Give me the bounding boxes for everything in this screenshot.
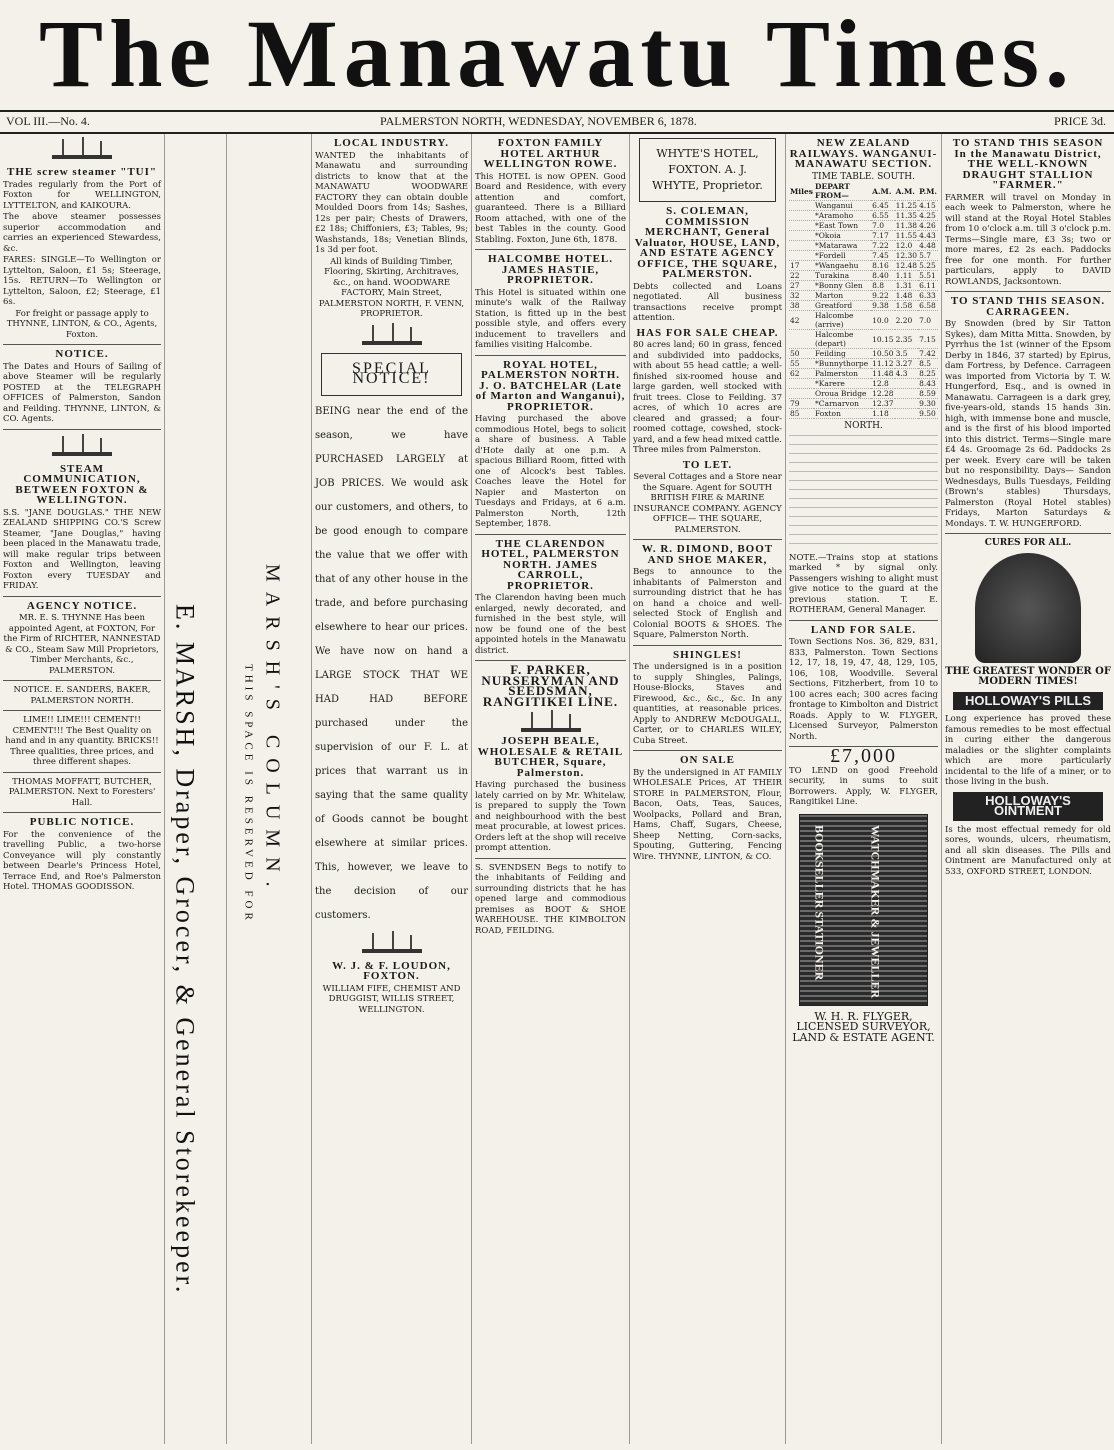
ship-illustration: [42, 434, 122, 460]
place-and-date: PALMERSTON NORTH, WEDNESDAY, NOVEMBER 6, 1878.: [380, 114, 697, 128]
timetable-row: [789, 261, 938, 271]
timetable-cell: 32: [789, 291, 814, 301]
timetable-cell: 10.15: [871, 330, 894, 349]
timetable-cell: Greatford: [814, 301, 871, 311]
timetable-cell: 7.17: [871, 231, 894, 241]
holloways-pills-banner: HOLLOWAY'S PILLS: [953, 692, 1103, 711]
column-shipping: [0, 134, 165, 1444]
notice-heading: NOTICE.: [55, 348, 109, 360]
column-local-industry: [312, 134, 472, 1444]
timetable-heading: TIME TABLE. SOUTH.: [812, 171, 915, 182]
timetable-cell: 6.45: [871, 201, 894, 211]
royal-hotel-text: Having purchased the above commodious Hotel, begs to solicit a share of business. A Table d'Hote daily at one p.m. A spacious Billiard Room, fitted with one of Alcock's best Tables. Coaches leave the Hotel for Napier and Masterton on Tuesdays and Fridays, at 6 a.m. Palmerston North, 12th September, 1878.: [475, 414, 626, 529]
public-notice-heading: PUBLIC NOTICE.: [29, 816, 135, 828]
pills-text: Long experience has proved these famous remedies to be most effectual in curing either the dangerous maladies or the slighter complaints which are more particularly incidental to the life of a miner, or to those living in the bush.: [945, 714, 1111, 787]
timetable-column-header: A.M.: [871, 182, 894, 201]
notice-text: The Dates and Hours of Sailing of above Steamer will be regularly POSTED at the TELEGRAPH OFFICES of Palmerston, Sandon and Feilding. THYNNE, LINTON, & CO. Agents.: [3, 361, 161, 424]
timetable-row: [789, 311, 938, 330]
to-let-text: Several Cottages and a Store near the Square. Agent for SOUTH BRITISH FIRE & MARINE INSURANCE COMPANY. AGENCY OFFICE— THE SQUARE, PALMERSTON.: [633, 472, 782, 535]
divider: [789, 620, 938, 621]
timetable-cell: [895, 389, 918, 399]
shingles-text: The undersigned is in a position to supply Shingles, Palings, House-Blocks, Staves and Firewood, &c., &c., &c. In any quantities, at reasonable prices. Apply to ANDREW McDOUGALL, Carter, or to CHARLES WILEY, Cuba Street.: [633, 662, 782, 746]
timetable-cell: Palmerston: [814, 369, 871, 379]
timetable-north-rows: [789, 432, 938, 552]
steam-text: S.S. "JANE DOUGLAS." THE NEW ZEALAND SHIPPING CO.'S Screw Steamer, "Jane Douglas," having been placed in the Manawatu trade, will make regular trips between Foxton and Wellington, leaving Foxton every TUESDAY and FRIDAY.: [3, 507, 161, 591]
timetable-cell: *Wangaehu: [814, 261, 871, 271]
timetable-cell: 8.8: [871, 281, 894, 291]
timetable-cell: *Fordell: [814, 251, 871, 261]
timetable-cell: 5.25: [918, 261, 938, 271]
wonder-heading: THE GREATEST WONDER OF MODERN TIMES!: [945, 665, 1111, 687]
timetable-cell: 11.35: [895, 211, 918, 220]
timetable-cell: 5.7: [918, 251, 938, 261]
holloways-ointment-banner: HOLLOWAY'S OINTMENT: [953, 792, 1103, 821]
timetable-cell: *Carnarvon: [814, 399, 871, 409]
timetable-row: [789, 251, 938, 261]
divider: [945, 291, 1111, 292]
land-for-sale-heading: LAND FOR SALE.: [810, 623, 917, 636]
crest-motto: CURES FOR ALL.: [984, 538, 1072, 548]
railways-heading: NEW ZEALAND RAILWAYS. WANGANUI-MANAWATU SECTION.: [789, 137, 938, 170]
fife-chemist-ad: WILLIAM FIFE, CHEMIST AND DRUGGIST, WILLIS STREET, WELLINGTON.: [322, 983, 461, 1015]
timetable-row: [789, 359, 938, 369]
timetable-cell: Marton: [814, 291, 871, 301]
timetable-cell: [789, 389, 814, 399]
divider: [3, 344, 161, 345]
timetable-cell: 10.50: [872, 349, 894, 358]
timetable-cell: 9.38: [871, 301, 894, 311]
woodware-text: WANTED the inhabitants of Manawatu and surrounding districts to know that at the MANAWATU WOODWARE FACTORY they can obtain double Moulded Doors from 14s; Sashes, 12s per pair; Chests of Drawers, £2 18s; Chiffoniers, £3; Tables, 9s; Washstands, 18s; Venetian Blinds, 1s 3d per foot.: [315, 150, 468, 255]
timetable-cell: Wanganui: [814, 201, 871, 211]
timetable-cell: [895, 399, 918, 409]
divider: [633, 539, 782, 540]
clarendon-hotel-heading: THE CLARENDON HOTEL, PALMERSTON NORTH. JAMES CARROLL, PROPRIETOR.: [481, 537, 620, 592]
timetable-cell: 62: [789, 369, 814, 379]
timetable-cell: *Bunnythorpe: [814, 359, 871, 369]
timetable-cell: 50: [789, 349, 814, 359]
timetable-cell: 12.8: [871, 379, 894, 389]
space-reserved-text: THIS SPACE IS RESERVED FOR: [242, 664, 255, 924]
timetable-cell: 12.30: [895, 251, 918, 260]
tui-accommodation-text: The above steamer possesses superior accommodation and carries an experienced Stewardess, &c.: [3, 212, 161, 254]
tui-fares: FARES: SINGLE—To Wellington or Lyttelton, Saloon, £1 5s; Steerage, 15s. RETURN—To Wellington or Lyttelton, Saloon, £2; Steerage, £1 6s.: [3, 255, 161, 307]
timetable-cell: 8.5: [918, 359, 938, 369]
timetable-note: NOTE.—Trains stop at stations marked * by signal only. Passengers wishing to alight must give notice to the guard at the previous station. T. E. ROTHERAM, General Manager.: [789, 552, 938, 615]
timetable-cell: 11.55: [895, 231, 918, 240]
timetable-cell: Turakina: [814, 271, 871, 281]
shingles-heading: SHINGLES!: [673, 648, 742, 661]
timetable-column-header: Miles: [789, 182, 814, 201]
timetable-cell: [789, 251, 814, 261]
timetable-cell: Oroua Bridge: [814, 389, 871, 399]
column-railways: [786, 134, 942, 1444]
halcombe-hotel-heading: HALCOMBE HOTEL. JAMES HASTIE, PROPRIETOR.: [487, 253, 614, 286]
timetable-cell: 7.45: [871, 251, 894, 261]
divider: [475, 858, 626, 859]
timetable-cell: 8.16: [871, 261, 894, 271]
royal-hotel-heading: ROYAL HOTEL, PALMERSTON NORTH. J. O. BATCHELAR (Late of Marton and Wanganui), PROPRIETOR.: [475, 358, 626, 413]
timetable-cell: 1.48: [895, 291, 918, 301]
beale-text: Having purchased the business lately carried on by Mr. Whitelaw, is prepared to supply the Town and neighbourhood with the best meat procurable, at lowest prices. Orders left at the shop will receive prompt attention.: [475, 780, 626, 853]
bookseller-ad-text: BOOKSELLER STATIONER: [812, 824, 827, 980]
timetable-cell: *Okoia: [814, 231, 871, 241]
divider: [633, 750, 782, 751]
timetable-cell: 5.51: [918, 271, 938, 281]
woodware-factory: All kinds of Building Timber, Flooring, Skirting, Architraves, &c., on hand. WOODWARE FACTORY, Main Street, PALMERSTON NORTH, F. VENN, PROPRIETOR.: [318, 256, 465, 319]
timetable-cell: 9.50: [918, 409, 938, 419]
timetable-row: [789, 369, 938, 379]
timetable-cell: 12.37: [872, 399, 894, 408]
timetable-cell: 6.58: [918, 301, 938, 311]
divider: [3, 812, 161, 813]
timetable-cell: 1.31: [895, 281, 918, 291]
column-stallions-pills: [942, 134, 1114, 1444]
column-marsh-vertical: [165, 134, 227, 1444]
timetable-row: [789, 330, 938, 349]
timetable-cell: 4.48: [918, 241, 938, 251]
flyger-surveyor-ad: W. H. R. FLYGER, LICENSED SURVEYOR, LAND & ESTATE AGENT.: [792, 1009, 935, 1044]
timetable-cell: [789, 221, 814, 231]
timetable-row: [789, 399, 938, 409]
timetable-cell: 7.15: [918, 330, 938, 349]
timetable-cell: Halcombe (depart): [814, 330, 871, 349]
on-sale-text: By the undersigned in AT FAMILY WHOLESALE Prices, AT THEIR STORE in PALMERSTON, Flour, Bacon, Oats, Teas, Sauces, Woolpacks, Pollard and Bran, Hams, Chaff, Sugars, Cheese, Sheep Netting, Corn-sacks, Spouting, Guttering, Fencing Wire. THYNNE, LINTON, & CO.: [633, 767, 782, 862]
ointment-text: Is the most effectual remedy for old sores, wounds, ulcers, rheumatism, and all skin diseases. The Pills and Ointment are Manufactured only at 533, OXFORD STREET, LONDON.: [945, 824, 1111, 877]
timetable-cell: 9.30: [918, 399, 938, 409]
timetable-cell: 11.38: [895, 221, 918, 230]
timetable-cell: 12.48: [895, 261, 918, 270]
timetable-cell: 12.28: [872, 389, 894, 398]
timetable-cell: 6.33: [918, 291, 938, 301]
page-columns: [0, 134, 1114, 1444]
timetable-cell: 8.43: [918, 379, 938, 389]
ship-illustration: [352, 323, 432, 349]
timetable-cell: 27: [789, 281, 814, 291]
special-notice-box: [321, 353, 462, 396]
timetable-cell: 7.42: [918, 349, 938, 359]
timetable-cell: [789, 379, 814, 389]
livestock-illustration: [511, 710, 591, 732]
marsh-column-banner: MARSH'S COLUMN.: [261, 564, 284, 897]
timetable-cell: *Karere: [814, 379, 871, 389]
lime-cement-ad: LIME!! LIME!!! CEMENT!! CEMENT!!! The Best Quality on hand and in any quantity. BRICKS!! Three qualities, three prices, and three different shapes.: [5, 715, 159, 767]
timetable-cell: 4.25: [918, 211, 938, 221]
whyte-hotel-box: [639, 138, 776, 202]
timetable-cell: 11.25: [895, 201, 918, 210]
halcombe-hotel-text: This Hotel is situated within one minute's walk of the Railway Station, is fitted up in the best possible style, and offers every inducement to travellers and families visiting Halcombe.: [475, 287, 626, 350]
agency-text: MR. E. S. THYNNE Has been appointed Agent, at FOXTON, For the Firm of RICHTER, NANNESTAD & CO., Steam Saw Mill Proprietors, Timber Merchants, &c., PALMERSTON.: [3, 613, 161, 676]
timetable-cell: 9.22: [871, 291, 894, 301]
timetable-cell: 7.0: [918, 311, 938, 330]
timetable-column-header: P.M.: [918, 182, 938, 201]
moffatt-butcher-ad: THOMAS MOFFATT, BUTCHER, PALMERSTON. Next to Foresters' Hall.: [8, 776, 156, 808]
special-notice-heading: SPECIAL NOTICE!: [352, 359, 431, 387]
marsh-storekeeper-banner: E. MARSH, Draper, Grocer, & General Storekeeper.: [170, 604, 200, 1296]
newspaper-title: The Manawatu Times.: [39, 0, 1075, 107]
timetable-cell: 42: [789, 311, 814, 330]
timetable-cell: [789, 201, 814, 211]
sanders-notice: NOTICE. E. SANDERS, BAKER, PALMERSTON NORTH.: [13, 685, 151, 706]
timetable-row: [789, 231, 938, 241]
loan-amount: £7,000: [830, 745, 897, 767]
local-industry-heading: LOCAL INDUSTRY.: [333, 137, 450, 149]
timetable-cell: 6.11: [918, 281, 938, 291]
timetable-row: [789, 241, 938, 251]
timetable-row: [789, 271, 938, 281]
timetable-cell: 4.15: [918, 201, 938, 211]
column-marsh-reserved: [227, 134, 312, 1444]
timetable-row: [789, 201, 938, 211]
loudon-heading: W. J. & F. LOUDON, FOXTON.: [332, 959, 451, 982]
timetable-cell: 4.3: [895, 369, 918, 379]
timetable-cell: 22: [789, 271, 814, 281]
timetable-north-heading: NORTH.: [844, 421, 883, 431]
timetable-cell: [789, 330, 814, 349]
timetable-cell: 3.5: [895, 349, 918, 359]
ship-illustration: [352, 931, 432, 957]
tui-agents: For freight or passage apply to THYNNE, LINTON, & CO., Agents, Foxton.: [6, 308, 158, 340]
timetable-row: [789, 291, 938, 301]
divider: [3, 680, 161, 681]
timetable-cell: 38: [789, 301, 814, 311]
timetable-cell: [789, 211, 814, 221]
timetable-row: [789, 349, 938, 359]
divider: [475, 249, 626, 250]
foxton-hotel-text: This HOTEL is now OPEN. Good Board and Residence, with every attention and comfort, guaranteed. There is a Billiard Room attached, with one of the best Tables in the county. Good Stabling. Foxton, June 6th, 1878.: [475, 171, 626, 245]
timetable-cell: 4.43: [918, 231, 938, 241]
timetable-row: [789, 389, 938, 399]
divider: [3, 429, 161, 430]
timetable-cell: 79: [789, 399, 814, 409]
price: PRICE 3d.: [1053, 114, 1106, 128]
steam-heading: STEAM COMMUNICATION, BETWEEN FOXTON & WELLINGTON.: [15, 462, 149, 506]
timetable-cell: 3.27: [895, 359, 918, 369]
jeweller-ad-text: WATCHMAKER & JEWELLER: [868, 824, 883, 998]
timetable-cell: 8.25: [918, 369, 938, 379]
timetable-cell: [895, 379, 918, 389]
divider: [3, 772, 161, 773]
tui-trade-text: Trades regularly from the Port of Foxton for WELLINGTON, LYTTELTON, and KAIKOURA.: [3, 179, 161, 211]
holloway-crest-illustration: [975, 553, 1081, 663]
special-notice-body: BEING near the end of the season, we have PURCHASED LARGELY at JOB PRICES. We would ask our customers, and others, to be good enough to compare the value that we offer with that of any other house in the trade, and before purchasing elsewhere to hear our prices. We have now on hand a LARGE STOCK THAT WE HAD HAD BEFORE purchased under the supervision of our F. L. at prices that warrant us in saying that the same quality of Goods cannot be bought elsewhere at similar prices. This, however, we leave to the decision of our customers.: [315, 405, 468, 921]
coleman-heading: S. COLEMAN, COMMISSION MERCHANT, General Valuator, HOUSE, LAND, AND ESTATE AGENCY OFFICE, THE SQUARE, PALMERSTON.: [634, 205, 781, 280]
timetable-column-header: A.M.: [895, 182, 918, 201]
timetable-cell: 85: [789, 409, 814, 419]
parker-nursery-ad: F. PARKER, NURSERYMAN AND SEEDSMAN, RANGITIKEI LINE.: [481, 662, 620, 709]
agency-heading: AGENCY NOTICE.: [26, 599, 138, 612]
divider: [3, 710, 161, 711]
divider: [945, 533, 1111, 534]
timetable-row: [789, 221, 938, 231]
timetable-cell: [895, 409, 918, 419]
column-commerce: [630, 134, 786, 1444]
timetable-cell: 8.59: [918, 389, 938, 399]
divider: [3, 596, 161, 597]
timetable-cell: 7.22: [871, 241, 894, 251]
farmer-text: FARMER will travel on Monday in each week to Palmerston, where he will stand at the Royal Hotel Stables from 10 o'clock a.m. till 3 o'clock p.m. Terms—Single mare, £3 3s; two or more mares, £2 2s each. Paddocks free for one month. For further particulars, apply to DAVID ROWLANDS, Jacksontown.: [945, 192, 1111, 287]
timetable-cell: *Matarawa: [814, 241, 871, 251]
divider: [475, 355, 626, 356]
for-sale-heading: HAS FOR SALE CHEAP.: [636, 326, 779, 339]
timetable-cell: 1.11: [895, 271, 918, 281]
timetable-cell: 1.18: [871, 409, 894, 419]
loan-text: TO LEND on good Freehold security, in sums to suit Borrowers. Apply, W. FLYGER, Rangitikei Line.: [789, 765, 938, 807]
ship-illustration: [42, 137, 122, 163]
column-hotels: [472, 134, 630, 1444]
carrageen-text: By Snowden (bred by Sir Tatton Sykes), dam Mitta Mitta. Snowden, by Pyrrhus the 1st (winner of the Epsom Derby in 1846, 37 started) by Epirus, dam Fortress, by Defence. Carrageen was imported from Victoria by T. W. Hungerford, Esq., and is owned in Manawatu. Carrageen is a dark grey, five-years-old, stands 15 hands 3in. high, with immense bone and muscle, and is the first of his blood imported into this district. Terms—Single mare £4 4s. Groomage 2s 6d. Paddocks 2s per week. Every care will be taken but no responsibility. Days— Sandon Wednesdays, Bulls Tuesdays, Feilding (Brown's stables) Thursdays, Palmerston (Royal Hotel stables) Fridays, Marton Saturdays & Mondays. T. W. HUNGERFORD.: [945, 319, 1111, 529]
timetable-cell: *Bonny Glen: [814, 281, 871, 291]
volume-number: VOL III.—No. 4.: [6, 114, 90, 128]
divider: [633, 645, 782, 646]
timetable-cell: 17: [789, 261, 814, 271]
coleman-text: Debts collected and Loans negotiated. All business transactions receive prompt attention.: [633, 281, 782, 323]
dimond-heading: W. R. DIMOND, BOOT AND SHOE MAKER,: [641, 543, 774, 566]
timetable-cell: *East Town: [814, 221, 871, 231]
farmer-heading: TO STAND THIS SEASON In the Manawatu District, THE WELL-KNOWN DRAUGHT STALLION "FARMER.": [952, 137, 1104, 191]
dateline: [0, 110, 1114, 134]
timetable-cell: 10.0: [871, 311, 894, 330]
masthead: [0, 0, 1114, 110]
timetable-cell: 1.58: [895, 301, 918, 311]
divider: [475, 534, 626, 535]
whyte-hotel-ad: WHYTE'S HOTEL, FOXTON. A. J. WHYTE, Proprietor.: [652, 147, 763, 192]
timetable-cell: 55: [789, 359, 814, 369]
carrageen-heading: TO STAND THIS SEASON. CARRAGEEN.: [950, 295, 1106, 318]
railway-timetable: [789, 182, 938, 419]
to-let-heading: TO LET.: [682, 458, 733, 471]
timetable-cell: 4.26: [918, 221, 938, 231]
timetable-row: [789, 379, 938, 389]
timetable-cell: Foxton: [814, 409, 871, 419]
timetable-cell: Feilding: [814, 349, 871, 359]
timetable-cell: *Aramoho: [814, 211, 871, 221]
svendsen-ad: S. SVENDSEN Begs to notify to the inhabitants of Feilding and surrounding districts that he has opened large and commodious premises as BOOT & SHOE WAREHOUSE. THE KIMBOLTON ROAD, FEILDING.: [475, 862, 626, 936]
timetable-cell: 12.0: [895, 241, 918, 251]
divider: [475, 660, 626, 661]
dimond-text: Begs to announce to the inhabitants of Palmerston and surrounding district that he has on hand a choice and well-selected Stock of English and Colonial BOOTS & SHOES. The Square, Palmerston North.: [633, 567, 782, 640]
timetable-row: [789, 301, 938, 311]
timetable-row: [789, 409, 938, 419]
on-sale-heading: ON SALE: [680, 754, 735, 766]
timetable-cell: 2.35: [895, 330, 918, 349]
timetable-cell: 6.55: [871, 211, 894, 221]
land-for-sale-text: Town Sections Nos. 36, 829, 831, 833, Palmerston. Town Sections 12, 17, 18, 19, 47, 48, 129, 105, 106, 108, Woodville. Several Sections, Fitzherbert, from 10 to 100 acres each; 300 acres facing frontage to Kimbolton and District Roads. Apply to W. FLYGER, Licensed Surveyor, Palmerston North.: [789, 637, 938, 742]
timetable-cell: 2.20: [895, 311, 918, 330]
timetable-cell: 8.40: [871, 271, 894, 281]
tui-heading: THE screw steamer "TUI": [7, 166, 157, 178]
timetable-cell: 11.12: [872, 359, 894, 368]
timetable-cell: [789, 231, 814, 241]
timetable-row: [789, 211, 938, 221]
timetable-cell: Halcombe (arrive): [814, 311, 871, 330]
timetable-cell: 11.48: [872, 369, 894, 378]
timetable-row: [789, 281, 938, 291]
timetable-cell: [789, 241, 814, 251]
timetable-column-header: DEPART FROM—: [814, 182, 871, 201]
public-notice-text: For the convenience of the travelling Public, a two-horse Conveyance will ply constantly between Dearle's Princess Hotel, Terrace End, and Roe's Palmerston Hotel. THOMAS GOODISSON.: [3, 829, 161, 892]
bookseller-jeweller-ad: [799, 814, 928, 1006]
clarendon-hotel-text: The Clarendon having been much enlarged, newly decorated, and furnished in the best style, will now be found one of the best appointed hotels in the Manawatu district.: [475, 593, 626, 656]
timetable-cell: 7.0: [871, 221, 894, 231]
for-sale-text: 80 acres land; 60 in grass, fenced and subdivided into paddocks, with about 55 head cattle; a well-finished six-roomed house and large garden, well stocked with fruit trees. Close to Feilding. 37 acres, of which 10 acres are cleared and grassed; a four-roomed cottage, cowshed, stock-yard, and a few head mixed cattle. Three miles from Palmerston.: [633, 340, 782, 455]
foxton-hotel-heading: FOXTON FAMILY HOTEL ARTHUR WELLINGTON ROWE.: [483, 137, 618, 170]
beale-heading: JOSEPH BEALE, WHOLESALE & RETAIL BUTCHER, Square, Palmerston.: [477, 735, 624, 779]
